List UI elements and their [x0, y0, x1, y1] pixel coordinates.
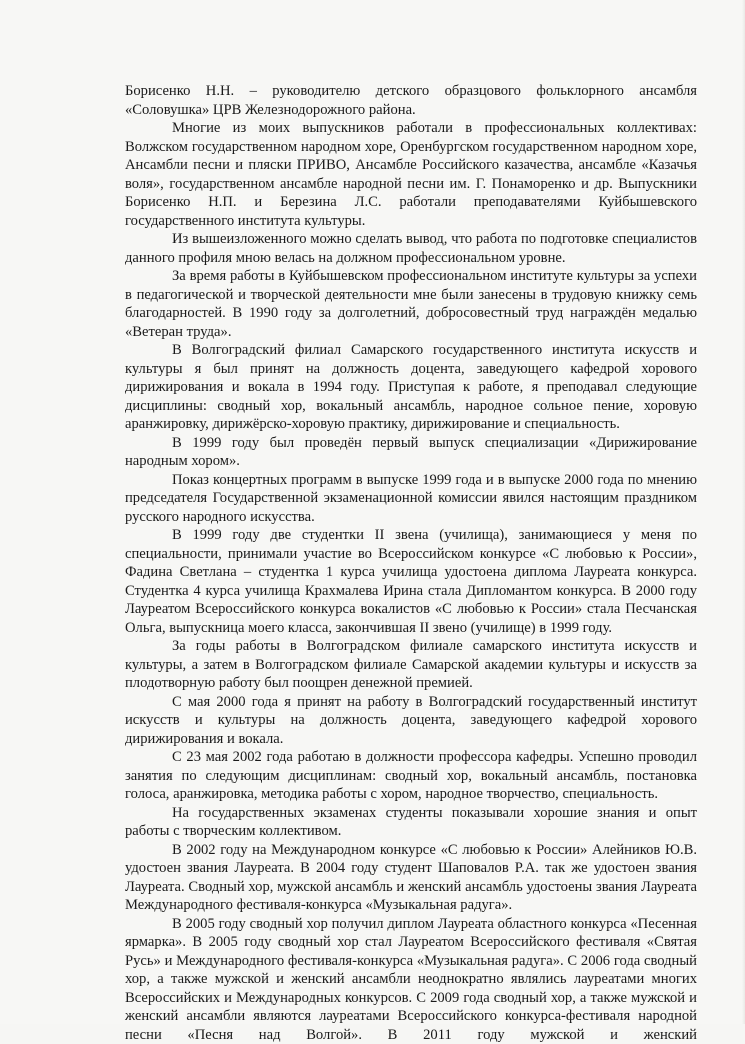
- body-text: [125, 82, 697, 1044]
- paragraph: В Волгоградский филиал Самарского государственного института искусств и культуры я был принят на должность доцента, заведующего кафедрой хорового дирижирования и вокала в 1994 году. Приступая к работе, я преподавал следующие дисциплины: сводный хор, вокальный ансамбль, народное сольное пение, хоровую аранжировку, дирижёрско-хоровую практику, дирижирование и специальность.: [125, 341, 697, 434]
- paragraph: В 2002 году на Международном конкурсе «С любовью к России» Алейников Ю.В. удостоен звания Лауреата. В 2004 году студент Шаповалов Р.А. так же удостоен звания Лауреата. Сводный хор, мужской ансамбль и женский ансамбль удостоены звания Лауреата Международного фестиваля-конкурса «Музыкальная радуга».: [125, 841, 697, 915]
- paragraph: Из вышеизложенного можно сделать вывод, что работа по подготовке специалистов данного профиля мною велась на должном профессиональном уровне.: [125, 230, 697, 267]
- paragraph: В 2005 году сводный хор получил диплом Лауреата областного конкурса «Песенная ярмарка». В 2005 году сводный хор стал Лауреатом Всероссийского фестиваля «Святая Русь» и Международного фестиваля-конкурса «Музыкальная радуга». С 2006 года сводный хор, а также мужской и женский ансамбли неоднократно являлись лауреатами многих Всероссийских и Международных конкурсов. С 2009 года сводный хор, а также мужской и женский ансамбли являются лауреатами Всероссийского конкурса-фестиваля народной песни «Песня над Волгой». В 2011 году мужской и женский: [125, 915, 697, 1044]
- paragraph: С 23 мая 2002 года работаю в должности профессора кафедры. Успешно проводил занятия по следующим дисциплинам: сводный хор, вокальный ансамбль, постановка голоса, аранжировка, методика работы с хором, народное творчество, специальность.: [125, 748, 697, 804]
- paragraph: В 1999 году две студентки II звена (училища), занимающиеся у меня по специальности, принимали участие во Всероссийском конкурсе «С любовью к России», Фадина Светлана – студентка 1 курса училища удостоена диплома Лауреата конкурса. Студентка 4 курса училища Крахмалева Ирина стала Дипломантом конкурса. В 2000 году Лауреатом Всероссийского конкурса вокалистов «С любовью к России» стала Песчанская Ольга, выпускница моего класса, закончившая II звено (училище) в 1999 году.: [125, 526, 697, 637]
- paragraph: В 1999 году был проведён первый выпуск специализации «Дирижирование народным хором».: [125, 434, 697, 471]
- paragraph: На государственных экзаменах студенты показывали хорошие знания и опыт работы с творческим коллективом.: [125, 804, 697, 841]
- paragraph: За годы работы в Волгоградском филиале самарского института искусств и культуры, а затем в Волгоградском филиале Самарской академии культуры и искусств за плодотворную работу был поощрен денежной премией.: [125, 637, 697, 693]
- paragraph: С мая 2000 года я принят на работу в Волгоградский государственный институт искусств и культуры на должность доцента, заведующего кафедрой хорового дирижирования и вокала.: [125, 693, 697, 749]
- paragraph: Борисенко Н.Н. – руководителю детского образцового фольклорного ансамбля «Соловушка» ЦРВ Железнодорожного района.: [125, 82, 697, 119]
- paragraph: Показ концертных программ в выпуске 1999 года и в выпуске 2000 года по мнению председателя Государственной экзаменационной комиссии явился настоящим праздником русского народного искусства.: [125, 471, 697, 527]
- paragraph: За время работы в Куйбышевском профессиональном институте культуры за успехи в педагогической и творческой деятельности мне были занесены в трудовую книжку семь благодарностей. В 1990 году за долголетний, добросовестный труд награждён медалью «Ветеран труда».: [125, 267, 697, 341]
- paragraph: Многие из моих выпускников работали в профессиональных коллективах: Волжском государственном народном хоре, Оренбургском государственном народном хоре, Ансамбли песни и пляски ПРИВО, Ансамбле Российского казачества, ансамбле «Казачья воля», государственном ансамбле народной песни им. Г. Понаморенко и др. Выпускники Борисенко Н.П. и Березина Л.С. работали преподавателями Куйбышевского государственного института культуры.: [125, 119, 697, 230]
